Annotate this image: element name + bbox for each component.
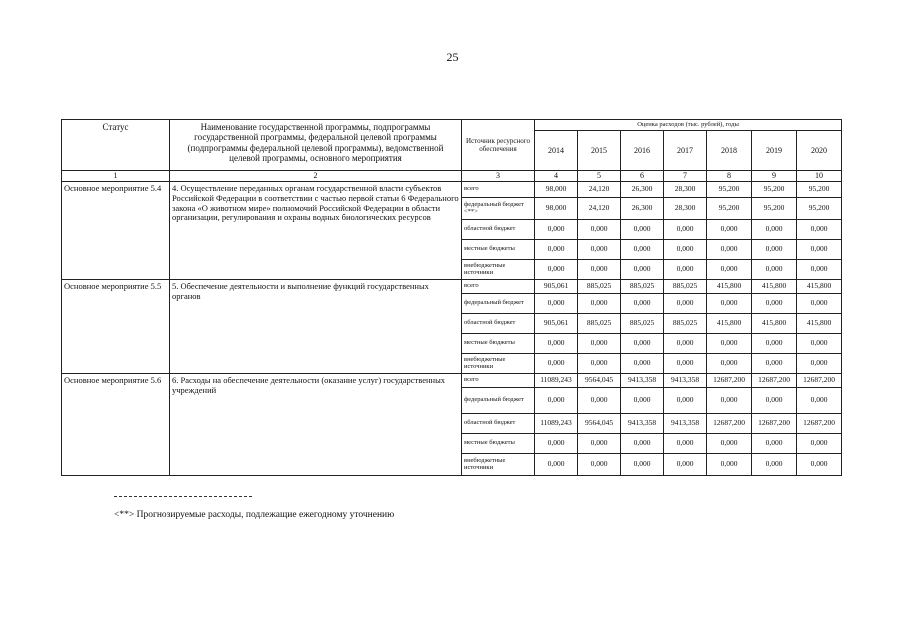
column-number: 6 xyxy=(621,171,664,182)
footnote-separator xyxy=(114,496,252,497)
expense-value: 9413,358 xyxy=(664,414,707,434)
expense-value: 0,000 xyxy=(664,388,707,414)
expense-value: 0,000 xyxy=(707,260,752,280)
funding-source: областной бюджет xyxy=(462,314,535,334)
column-number: 5 xyxy=(578,171,621,182)
expense-value: 885,025 xyxy=(664,280,707,294)
expense-value: 0,000 xyxy=(621,388,664,414)
expense-value: 9564,045 xyxy=(578,374,621,388)
expense-value: 0,000 xyxy=(707,454,752,476)
measure-status: Основное мероприятие 5.4 xyxy=(62,182,170,280)
expense-value: 0,000 xyxy=(664,220,707,240)
expense-value: 24,120 xyxy=(578,182,621,198)
expense-value: 98,000 xyxy=(535,198,578,220)
expense-value: 26,300 xyxy=(621,182,664,198)
expense-value: 0,000 xyxy=(535,434,578,454)
expense-value: 12687,200 xyxy=(707,414,752,434)
column-number: 4 xyxy=(535,171,578,182)
expense-value: 9413,358 xyxy=(621,414,664,434)
expense-value: 0,000 xyxy=(752,454,797,476)
expense-value: 0,000 xyxy=(621,434,664,454)
expense-value: 0,000 xyxy=(535,294,578,314)
measure-name: 6. Расходы на обеспечение деятельности (оказание услуг) государственных учреждений xyxy=(170,374,462,476)
expense-value: 0,000 xyxy=(797,240,842,260)
expense-value: 0,000 xyxy=(664,334,707,354)
expense-value: 0,000 xyxy=(535,354,578,374)
expense-value: 9413,358 xyxy=(621,374,664,388)
expense-value: 95,200 xyxy=(797,198,842,220)
expense-value: 0,000 xyxy=(621,220,664,240)
expense-value: 415,800 xyxy=(797,314,842,334)
expense-value: 0,000 xyxy=(578,354,621,374)
column-number: 2 xyxy=(170,171,462,182)
expense-value: 0,000 xyxy=(621,260,664,280)
expense-value: 95,200 xyxy=(752,198,797,220)
expense-value: 0,000 xyxy=(578,334,621,354)
expense-value: 0,000 xyxy=(664,454,707,476)
expense-value: 0,000 xyxy=(621,454,664,476)
expense-value: 0,000 xyxy=(535,260,578,280)
expense-value: 0,000 xyxy=(797,454,842,476)
expense-value: 24,120 xyxy=(578,198,621,220)
expense-value: 0,000 xyxy=(535,334,578,354)
expense-value: 0,000 xyxy=(535,454,578,476)
expense-value: 905,061 xyxy=(535,280,578,294)
expense-value: 885,025 xyxy=(621,314,664,334)
header-year: 2019 xyxy=(752,131,797,171)
expense-value: 415,800 xyxy=(797,280,842,294)
funding-source: всего xyxy=(462,280,535,294)
header-year: 2020 xyxy=(797,131,842,171)
header-year: 2018 xyxy=(707,131,752,171)
expense-value: 0,000 xyxy=(621,294,664,314)
expense-value: 905,061 xyxy=(535,314,578,334)
expense-value: 98,000 xyxy=(535,182,578,198)
measure-status: Основное мероприятие 5.5 xyxy=(62,280,170,374)
header-expenses-group: Оценка расходов (тыс. рублей), годы xyxy=(535,120,842,131)
measure-name: 5. Обеспечение деятельности и выполнение функций государственных органов xyxy=(170,280,462,374)
column-number: 10 xyxy=(797,171,842,182)
header-name: Наименование государственной программы, подпрограммы государственной программы, федеральной целевой программы (подпрограммы федеральной целевой программы), ведомственной целевой программы, основного мероприятия xyxy=(170,120,462,171)
expense-value: 415,800 xyxy=(707,280,752,294)
expense-value: 0,000 xyxy=(797,434,842,454)
expense-value: 885,025 xyxy=(578,280,621,294)
funding-source: внебюджетные источники xyxy=(462,260,535,280)
expense-value: 12687,200 xyxy=(752,414,797,434)
expense-value: 885,025 xyxy=(664,314,707,334)
expense-value: 415,800 xyxy=(752,314,797,334)
column-number: 7 xyxy=(664,171,707,182)
expense-value: 0,000 xyxy=(578,454,621,476)
column-number: 3 xyxy=(462,171,535,182)
expense-value: 0,000 xyxy=(578,388,621,414)
expense-value: 0,000 xyxy=(578,240,621,260)
expense-value: 0,000 xyxy=(578,260,621,280)
column-number: 9 xyxy=(752,171,797,182)
expense-value: 0,000 xyxy=(707,434,752,454)
expense-value: 0,000 xyxy=(752,334,797,354)
expense-value: 0,000 xyxy=(707,388,752,414)
expense-value: 12687,200 xyxy=(752,374,797,388)
expense-value: 95,200 xyxy=(707,182,752,198)
expense-value: 0,000 xyxy=(797,294,842,314)
expense-value: 0,000 xyxy=(797,260,842,280)
expense-value: 9564,045 xyxy=(578,414,621,434)
funding-source: местные бюджеты xyxy=(462,240,535,260)
expense-value: 885,025 xyxy=(621,280,664,294)
expense-value: 0,000 xyxy=(621,334,664,354)
expense-value: 0,000 xyxy=(752,260,797,280)
expense-value: 0,000 xyxy=(707,220,752,240)
table-row xyxy=(62,182,842,198)
funding-source: федеральный бюджет <**> xyxy=(462,198,535,220)
expense-value: 0,000 xyxy=(535,220,578,240)
column-numbers-row xyxy=(62,171,842,182)
expenses-table xyxy=(61,119,842,476)
funding-source: областной бюджет xyxy=(462,414,535,434)
expense-value: 28,300 xyxy=(664,198,707,220)
expense-value: 415,800 xyxy=(752,280,797,294)
expense-value: 0,000 xyxy=(752,294,797,314)
funding-source: федеральный бюджет xyxy=(462,294,535,314)
funding-source: федеральный бюджет xyxy=(462,388,535,414)
expense-value: 0,000 xyxy=(752,388,797,414)
expense-value: 95,200 xyxy=(752,182,797,198)
expense-value: 0,000 xyxy=(797,388,842,414)
expense-value: 12687,200 xyxy=(797,414,842,434)
expense-value: 0,000 xyxy=(664,260,707,280)
funding-source: внебюджетные источники xyxy=(462,454,535,476)
funding-source: местные бюджеты xyxy=(462,434,535,454)
funding-source: всего xyxy=(462,182,535,198)
expense-value: 9413,358 xyxy=(664,374,707,388)
expense-value: 26,300 xyxy=(621,198,664,220)
expense-value: 95,200 xyxy=(707,198,752,220)
header-source: Источник ресурсного обеспечения xyxy=(462,120,535,171)
expense-value: 0,000 xyxy=(752,220,797,240)
expense-value: 0,000 xyxy=(578,294,621,314)
expense-value: 12687,200 xyxy=(707,374,752,388)
expense-value: 0,000 xyxy=(621,354,664,374)
expense-value: 0,000 xyxy=(578,220,621,240)
expense-value: 0,000 xyxy=(707,334,752,354)
expense-value: 0,000 xyxy=(707,240,752,260)
header-status: Статус xyxy=(62,120,170,171)
expense-value: 0,000 xyxy=(707,294,752,314)
expense-value: 0,000 xyxy=(621,240,664,260)
table-row xyxy=(62,374,842,388)
table-row xyxy=(62,280,842,294)
expense-value: 12687,200 xyxy=(797,374,842,388)
header-year: 2016 xyxy=(621,131,664,171)
funding-source: областной бюджет xyxy=(462,220,535,240)
expense-value: 11089,243 xyxy=(535,374,578,388)
expense-value: 0,000 xyxy=(535,240,578,260)
expense-value: 885,025 xyxy=(578,314,621,334)
expense-value: 0,000 xyxy=(752,354,797,374)
column-number: 8 xyxy=(707,171,752,182)
expense-value: 0,000 xyxy=(664,240,707,260)
expense-value: 415,800 xyxy=(707,314,752,334)
header-year: 2017 xyxy=(664,131,707,171)
funding-source: местные бюджеты xyxy=(462,334,535,354)
expense-value: 0,000 xyxy=(578,434,621,454)
header-year: 2015 xyxy=(578,131,621,171)
expense-value: 28,300 xyxy=(664,182,707,198)
column-number: 1 xyxy=(62,171,170,182)
expense-value: 0,000 xyxy=(797,220,842,240)
footnote-text: <**> Прогнозируемые расходы, подлежащие ежегодному уточнению xyxy=(114,510,395,520)
page-number: 25 xyxy=(446,50,459,64)
measure-status: Основное мероприятие 5.6 xyxy=(62,374,170,476)
expense-value: 0,000 xyxy=(535,388,578,414)
expense-value: 95,200 xyxy=(797,182,842,198)
funding-source: всего xyxy=(462,374,535,388)
funding-source: внебюджетные источники xyxy=(462,354,535,374)
expense-value: 0,000 xyxy=(752,240,797,260)
expense-value: 0,000 xyxy=(664,354,707,374)
header-year: 2014 xyxy=(535,131,578,171)
expense-value: 11089,243 xyxy=(535,414,578,434)
expense-value: 0,000 xyxy=(797,354,842,374)
measure-name: 4. Осуществление переданных органам государственной власти субъектов Российской Федерации в соответствии с частью первой статьи 6 Федерального закона «О животном мире» полномочий Российской Федерации в области организации, регулирования и охраны водных биологических ресурсов xyxy=(170,182,462,280)
expense-value: 0,000 xyxy=(664,294,707,314)
expense-value: 0,000 xyxy=(707,354,752,374)
expense-value: 0,000 xyxy=(752,434,797,454)
expense-value: 0,000 xyxy=(797,334,842,354)
expense-value: 0,000 xyxy=(664,434,707,454)
